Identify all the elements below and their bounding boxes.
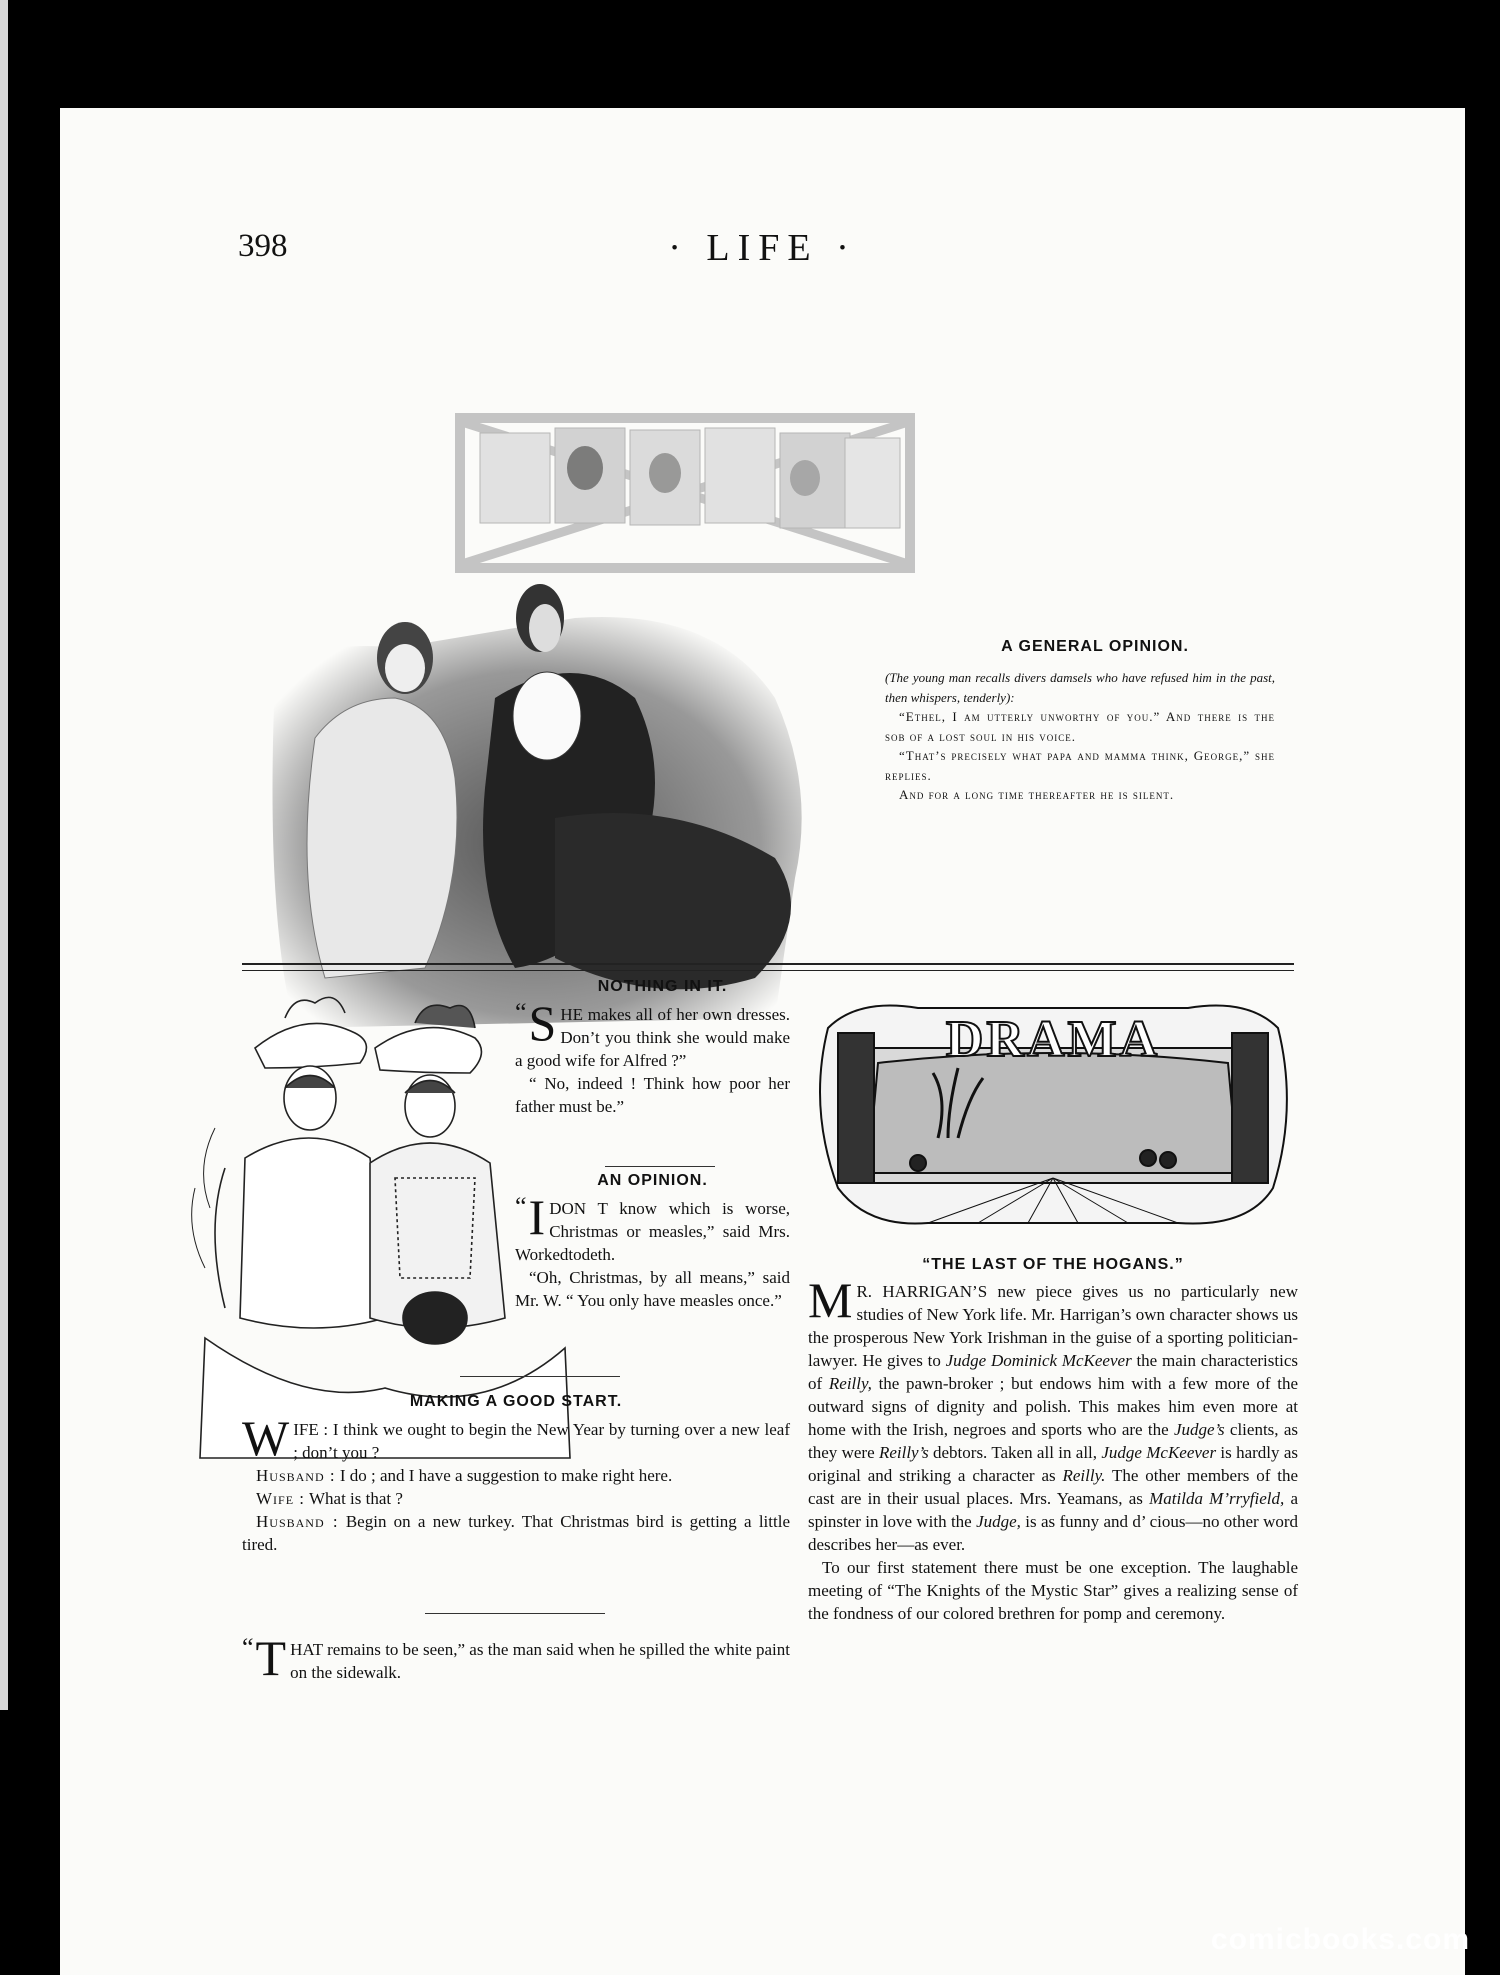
character-name: Judge’s bbox=[1173, 1420, 1225, 1439]
that-remains-paragraph bbox=[242, 1630, 790, 1686]
general-opinion-intro: (The young man recalls divers damsels who have refused him in the past, then whispers, tenderly): bbox=[885, 670, 1275, 705]
making-a-good-start-body bbox=[242, 1410, 790, 1556]
dialogue-line bbox=[242, 1464, 790, 1487]
review-text: R. HARRIGAN’S new piece gives us no particularly new studies of New York life. Mr. Harrigan’s own character shows us the prosperous New York Irishman in the guise of a sporting politician-lawyer. He gives to bbox=[808, 1282, 1298, 1370]
drama-banner-illustration bbox=[808, 988, 1298, 1238]
an-opinion-paragraph bbox=[515, 1189, 790, 1266]
nothing-in-it-paragraph bbox=[515, 995, 790, 1072]
speaker-husband: Husband : bbox=[256, 1466, 336, 1485]
general-opinion-paragraph: And for a long time thereafter he is silent. bbox=[899, 787, 1175, 802]
that-remains-text: HAT remains to be seen,” as the man said when he spilled the white paint on the sidewalk. bbox=[290, 1640, 790, 1682]
general-opinion-paragraph: “Ethel, I am utterly unworthy of you.” And there is the sob of a lost soul in his voice. bbox=[885, 709, 1275, 744]
character-name: Reilly. bbox=[1062, 1466, 1106, 1485]
an-opinion-reply: “Oh, Christmas, by all means,” said Mr. W. “ You only have measles once.” bbox=[515, 1268, 790, 1310]
review-text: a spinster in love with the bbox=[808, 1489, 1298, 1531]
speaker-wife: Wife : bbox=[256, 1489, 306, 1508]
general-opinion-body bbox=[885, 668, 1275, 805]
open-quote: “ bbox=[515, 1192, 527, 1221]
an-opinion-body bbox=[515, 1189, 790, 1312]
character-name: Judge McKeever bbox=[1101, 1443, 1217, 1462]
section-divider bbox=[242, 963, 1294, 971]
nothing-in-it-title: NOTHING IN IT. bbox=[597, 978, 728, 995]
character-name: Reilly, bbox=[828, 1374, 872, 1393]
magazine-page bbox=[60, 108, 1465, 1975]
dialogue-line bbox=[242, 1487, 790, 1510]
review-text: is as funny and d’ cious—no other word describes her—as ever. bbox=[808, 1512, 1299, 1554]
character-name: Judge, bbox=[976, 1512, 1021, 1531]
dialogue-line bbox=[242, 1410, 790, 1466]
last-of-the-hogans-title: “THE LAST OF THE HOGANS.” bbox=[922, 1256, 1184, 1273]
review-paragraph bbox=[808, 1272, 1299, 1556]
drop-cap: I bbox=[528, 1189, 546, 1245]
general-opinion-title: A GENERAL OPINION. bbox=[1001, 638, 1189, 655]
wife-line: What is that ? bbox=[305, 1489, 403, 1508]
couple-sofa-illustration bbox=[255, 318, 915, 1038]
review-text: The other members of the cast are in their usual places. Mrs. Yeamans, as bbox=[808, 1466, 1298, 1508]
column-rule bbox=[425, 1613, 605, 1614]
wife-line: IFE : I think we ought to begin the New Year by turning over a new leaf ; don’t you ? bbox=[293, 1420, 790, 1462]
photo-frame bbox=[460, 418, 910, 568]
masthead-title: · LIFE · bbox=[668, 227, 857, 269]
review-text: is hardly as original and striking a character as bbox=[808, 1443, 1298, 1485]
review-text: the main characteristics of bbox=[808, 1351, 1298, 1393]
dialogue-line bbox=[242, 1510, 790, 1556]
adjacent-page-edge bbox=[0, 0, 8, 1710]
husband-line: Begin on a new turkey. That Christmas bird is getting a little tired. bbox=[242, 1512, 790, 1554]
character-name: Judge Dominick McKeever bbox=[945, 1351, 1132, 1370]
speaker-husband: Husband : bbox=[256, 1512, 339, 1531]
that-remains-joke bbox=[242, 1630, 790, 1686]
an-opinion-title: AN OPINION. bbox=[597, 1172, 708, 1189]
character-name: Matilda M’rryfield, bbox=[1149, 1489, 1285, 1508]
nothing-in-it-text: HE makes all of her own dresses. Don’t you think she would make a good wife for Alfred ?” bbox=[515, 1005, 790, 1070]
character-name: Reilly’s bbox=[878, 1443, 929, 1462]
nothing-in-it-body bbox=[515, 995, 790, 1118]
husband-line: I do ; and I have a suggestion to make right here. bbox=[335, 1466, 673, 1485]
column-rule bbox=[460, 1376, 620, 1377]
open-quote: “ bbox=[515, 998, 527, 1027]
drop-cap: T bbox=[255, 1630, 287, 1686]
review-text: clients, as they were bbox=[808, 1420, 1298, 1462]
drama-banner-text: DRAMA bbox=[945, 1011, 1161, 1068]
column-rule bbox=[605, 1166, 715, 1167]
drop-cap: S bbox=[528, 995, 557, 1051]
last-of-the-hogans-review bbox=[808, 1272, 1299, 1625]
review-text: the pawn-broker ; but endows him with a few more of the outward signs of dignity and polish. This makes him even more at home with the Irish, negroes and sports who are the bbox=[808, 1374, 1299, 1439]
drop-cap: M bbox=[808, 1272, 853, 1328]
an-opinion-text: DON T know which is worse, Christmas or measles,” said Mrs. Workedtodeth. bbox=[515, 1199, 790, 1264]
drop-cap: W bbox=[242, 1410, 290, 1466]
page-number: 398 bbox=[238, 228, 288, 264]
review-paragraph: To our first statement there must be one exception. The laughable meeting of “The Knights of the Mystic Star” gives a realizing sense of the fondness of our colored brethren for pomp and ceremony. bbox=[808, 1558, 1298, 1623]
watermark: comicbooks.com bbox=[1210, 1923, 1470, 1956]
making-a-good-start-title: MAKING A GOOD START. bbox=[409, 1393, 623, 1410]
general-opinion-paragraph: “That’s precisely what papa and mamma think, George,” she replies. bbox=[885, 748, 1275, 783]
review-text: debtors. Taken all in all, bbox=[928, 1443, 1102, 1462]
nothing-in-it-reply: “ No, indeed ! Think how poor her father must be.” bbox=[515, 1074, 790, 1116]
open-quote: “ bbox=[242, 1633, 254, 1662]
